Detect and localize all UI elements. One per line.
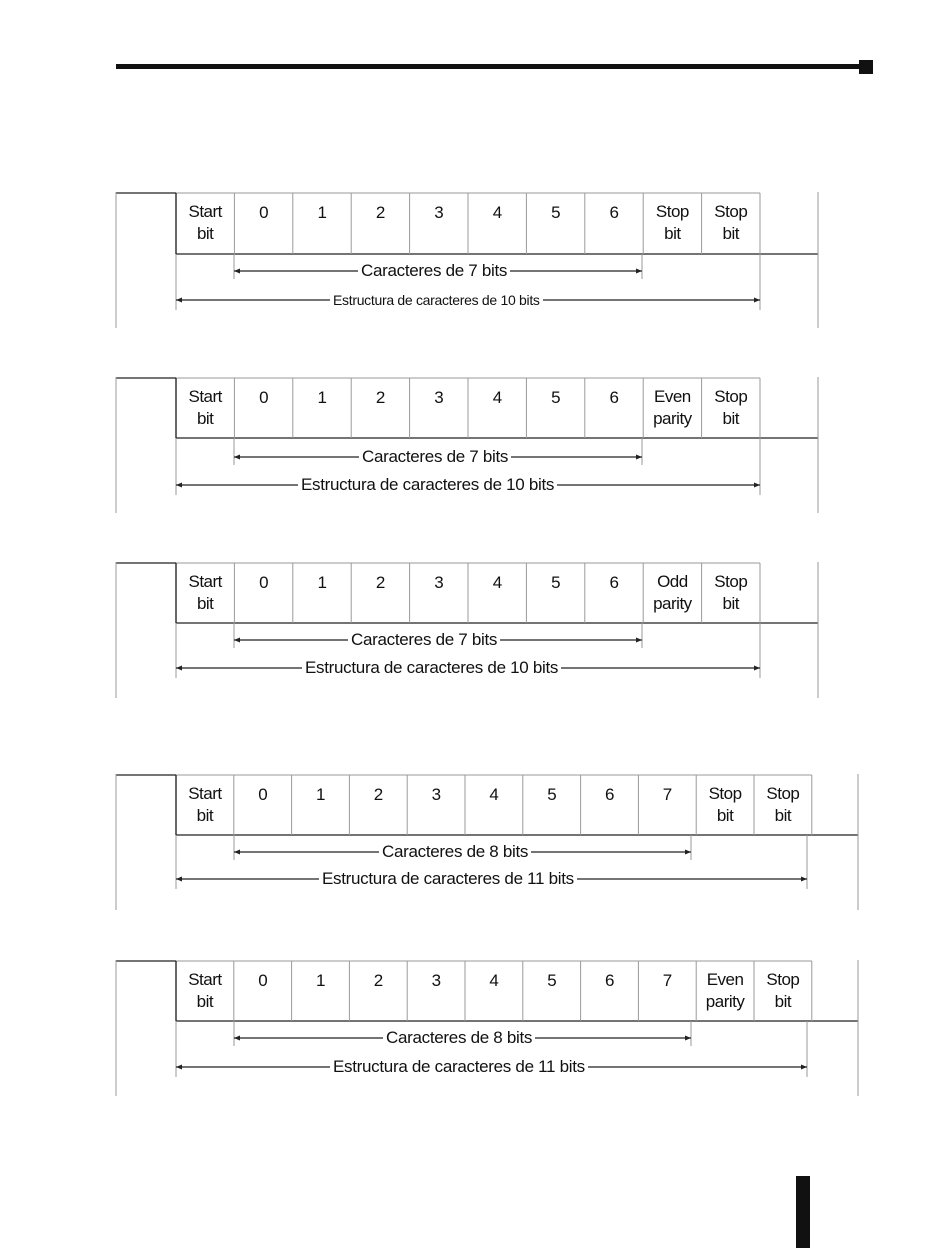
arrow-head <box>801 1065 807 1070</box>
arrow-head <box>234 850 240 855</box>
frame-diagram-1 <box>0 192 950 332</box>
arrow-head <box>234 638 240 643</box>
bit-cell-label: 1 <box>316 971 325 990</box>
bit-cell-label: 5 <box>551 203 561 222</box>
header-rule <box>116 64 862 69</box>
bit-cell-label: 4 <box>489 785 499 804</box>
bit-cell-label: Start bit <box>188 783 222 825</box>
inner-span-label: Caracteres de 7 bits <box>348 630 500 650</box>
bit-cell-label: Start bit <box>188 386 222 428</box>
bit-cell-label: 0 <box>258 785 268 804</box>
outer-span-label: Estructura de caracteres de 11 bits <box>330 1057 588 1077</box>
inner-span-label: Caracteres de 8 bits <box>383 1028 535 1048</box>
frame-diagram-4 <box>0 774 950 914</box>
bit-cell-label: 0 <box>259 203 269 222</box>
bit-cell-label: 2 <box>373 971 383 990</box>
inner-span-label: Caracteres de 7 bits <box>358 261 510 281</box>
bit-cell-label: 7 <box>662 785 672 804</box>
page-edge-tab <box>796 1176 810 1248</box>
arrow-head <box>801 877 807 882</box>
arrow-head <box>176 877 182 882</box>
bit-cell-label: 6 <box>609 203 619 222</box>
bit-cell-label: 0 <box>259 388 269 407</box>
bit-cell-label: 1 <box>317 388 327 407</box>
arrow-head <box>636 638 642 643</box>
arrow-head <box>176 298 182 303</box>
bit-cell-label: Stop bit <box>655 202 689 243</box>
bit-cell-label: Start bit <box>188 571 222 613</box>
arrow-head <box>176 1065 182 1070</box>
bit-cell-label: 3 <box>431 971 441 990</box>
bit-cell-label: Stop bit <box>714 202 748 243</box>
arrow-head <box>176 483 182 488</box>
bit-cell-label: 3 <box>434 388 444 407</box>
outer-span-label: Estructura de caracteres de 10 bits <box>302 658 561 678</box>
bit-cell-label: 7 <box>662 971 672 990</box>
bit-cell-label: Start bit <box>188 202 222 243</box>
bit-cell-label: Stop bit <box>766 969 800 1011</box>
bit-cell-label: 6 <box>609 573 619 592</box>
bit-cell-label: 4 <box>492 388 502 407</box>
bit-cell-label: 1 <box>316 785 325 804</box>
frame-diagram-3 <box>0 562 950 702</box>
bit-cell-label: 5 <box>551 388 561 407</box>
bit-cell-label: 3 <box>434 573 444 592</box>
outer-span-label: Estructura de caracteres de 10 bits <box>298 475 557 495</box>
inner-span-label: Caracteres de 7 bits <box>359 447 511 467</box>
bit-cell-label: 5 <box>547 971 557 990</box>
outer-span-label: Estructura de caracteres de 11 bits <box>319 869 577 889</box>
bit-cell-label: 3 <box>431 785 441 804</box>
bit-cell-label: Stop bit <box>714 571 748 613</box>
bit-cell-label: 4 <box>492 203 502 222</box>
arrow-head <box>754 666 760 671</box>
bit-cell-label: 6 <box>609 388 619 407</box>
arrow-head <box>234 455 240 460</box>
frame-diagram-2 <box>0 377 950 517</box>
arrow-head <box>234 1036 240 1041</box>
bit-cell-label: Start bit <box>188 969 222 1011</box>
bit-cell-label: Stop bit <box>766 783 800 825</box>
bit-cell-label: 0 <box>258 971 268 990</box>
arrow-head <box>234 269 240 274</box>
bit-cell-label: Stop bit <box>708 783 742 825</box>
arrow-head <box>636 455 642 460</box>
arrow-head <box>754 298 760 303</box>
bit-cell-label: 5 <box>547 785 557 804</box>
arrow-head <box>685 850 691 855</box>
frame-diagram-5 <box>0 960 950 1100</box>
bit-cell-label: Even parity <box>705 969 745 1011</box>
inner-span-label: Caracteres de 8 bits <box>379 842 531 862</box>
bit-cell-label: 5 <box>551 573 561 592</box>
bit-cell-label: Odd parity <box>653 571 692 613</box>
bit-cell-label: 2 <box>373 785 383 804</box>
bit-cell-label: 6 <box>605 971 614 990</box>
bit-cell-label: 3 <box>434 203 444 222</box>
arrow-head <box>685 1036 691 1041</box>
bit-cell-label: 0 <box>259 573 269 592</box>
bit-cell-label: 2 <box>375 203 385 222</box>
bit-cell-label: 2 <box>375 573 385 592</box>
header-marker <box>859 60 873 74</box>
arrow-head <box>754 483 760 488</box>
bit-cell-label: 2 <box>375 388 385 407</box>
bit-cell-label: 4 <box>492 573 502 592</box>
bit-cell-label: Even parity <box>653 386 692 428</box>
bit-cell-label: 1 <box>317 203 327 222</box>
bit-cell-label: Stop bit <box>714 386 748 428</box>
bit-cell-label: 6 <box>605 785 614 804</box>
bit-cell-label: 4 <box>489 971 499 990</box>
arrow-head <box>176 666 182 671</box>
arrow-head <box>636 269 642 274</box>
outer-span-label: Estructura de caracteres de 10 bits <box>330 290 543 310</box>
bit-cell-label: 1 <box>317 573 327 592</box>
